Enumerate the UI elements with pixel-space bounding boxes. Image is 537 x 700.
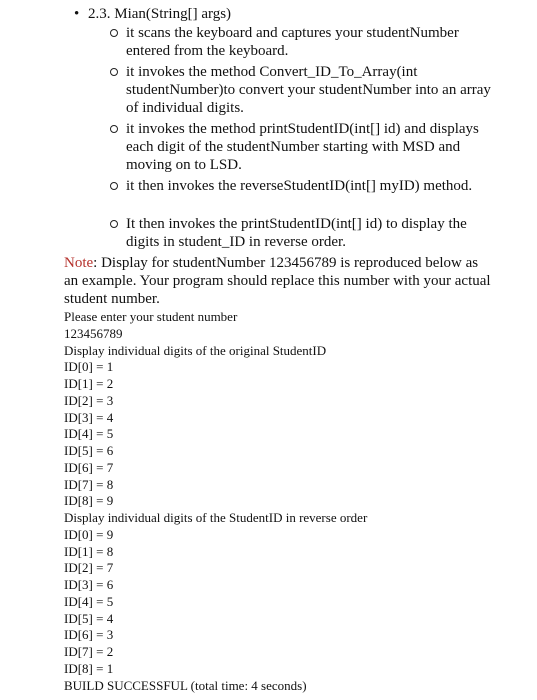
note-text: : Display for studentNumber 123456789 is reproduced below as an example. Your program should replace this number with your actual student number. [64, 255, 491, 307]
step-text: it invokes the method printStudentID(int[] id) and displays each digit of the studentNumber starting with MSD and moving on to LSD. [126, 121, 479, 173]
bullet-icon: • [74, 6, 80, 22]
output-line: ID[1] = 2 [64, 376, 114, 391]
output-line: BUILD SUCCESSFUL (total time: 4 seconds) [64, 677, 307, 693]
output-line: ID[3] = 4 [64, 409, 114, 425]
output-line: Display individual digits of the original StudentID [64, 342, 327, 358]
output-line: ID[2] = 7 [64, 560, 114, 576]
output-line: ID[5] = 4 [64, 610, 114, 626]
output-line: Please enter your student number [64, 309, 238, 324]
note-paragraph [64, 254, 494, 308]
output-line: ID[1] = 8 [64, 543, 114, 559]
output-line: ID[4] = 5 [64, 593, 114, 609]
section-heading [74, 5, 231, 23]
output-line: ID[8] = 1 [64, 660, 114, 676]
output-line: Display individual digits of the StudentID in reverse order [64, 510, 368, 525]
circle-bullet-icon [110, 125, 118, 133]
output-line: ID[7] = 2 [64, 644, 114, 659]
output-line: ID[8] = 9 [64, 493, 114, 509]
output-line: ID[0] = 9 [64, 526, 114, 542]
circle-bullet-icon [110, 182, 118, 190]
step-text: It then invokes the printStudentID(int[] id) to display the digits in student_ID in reverse order. [126, 216, 467, 250]
output-line: ID[7] = 8 [64, 476, 114, 492]
output-line: ID[2] = 3 [64, 392, 114, 408]
output-line: 123456789 [64, 325, 123, 341]
output-line: ID[5] = 6 [64, 443, 114, 458]
section-heading-text: 2.3. Mian(String[] args) [88, 6, 232, 22]
note-label: Note [64, 255, 94, 271]
step-text: it scans the keyboard and captures your studentNumber entered from the keyboard. [126, 25, 459, 59]
output-line: ID[6] = 7 [64, 459, 114, 475]
circle-bullet-icon [110, 220, 118, 228]
circle-bullet-icon [110, 29, 118, 37]
output-line: ID[4] = 5 [64, 426, 114, 442]
output-line: ID[3] = 6 [64, 577, 114, 592]
circle-bullet-icon [110, 68, 118, 76]
output-line: ID[6] = 3 [64, 627, 114, 643]
step-text: it then invokes the reverseStudentID(int[] myID) method. [126, 178, 473, 194]
step-text: it invokes the method Convert_ID_To_Array(int studentNumber)to convert your studentNumber into an array of individual digits. [126, 64, 491, 116]
output-line: ID[0] = 1 [64, 359, 114, 375]
